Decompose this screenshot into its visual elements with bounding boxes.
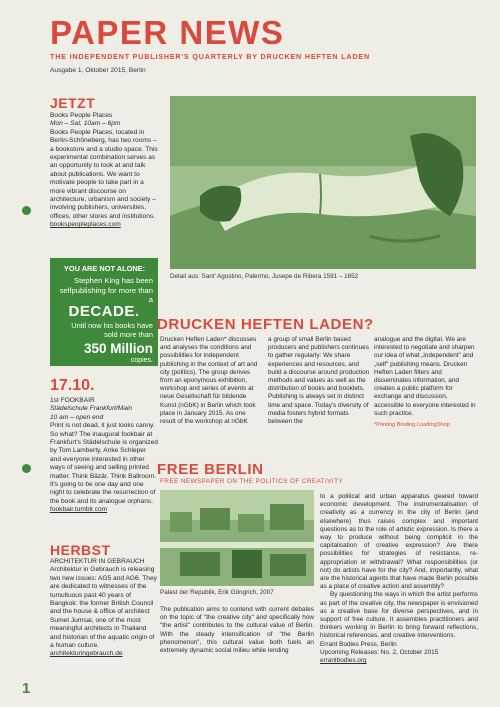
event-date: 17.10. (50, 377, 95, 394)
herbst-body: Architektur in Gebrauch is releasing two new issues: AG5 and AG6. They are dedicated to witnesses of the tumultuous past 40 years of Bangkok: the former British Council and the house & office of architect Sumet Jumsai, one of the most meaningful architects in Thailand and historian of the aquatic origin of a human culture. (50, 566, 157, 650)
event-location: Städelschule Frankfurt/Main (50, 405, 133, 413)
event-section (50, 378, 158, 515)
herbst-section (50, 543, 158, 659)
free-berlin-link[interactable]: errantbodies.org (320, 657, 367, 665)
dhl-column-2: a group of small Berlin based producers and publishers continues to gather regularly: We share experiences and resources, and build a discourse around production methods and values as well as the distribution of books and booklets. Publishing is always set in distinct time and space. Today's diversity of media fosters hybrid formats between the (268, 336, 370, 426)
binder-hole-top (22, 206, 31, 215)
dhl-column-1: Drucken Heften Laden* discusses and analyses the conditions and possibilities for independent publishing in the context of art and city (politics). The group derives from an eponymous exhibition, workshop and series of events at neue Gesellschaft für bildende Kunst (nGbK) in Berlin which took place in January 2015. As one result of the workshop at nGbK (160, 336, 258, 426)
city-photo-caption: Palast der Republik, Erik Göngrich, 2007 (160, 589, 274, 596)
binder-hole-bottom (22, 464, 31, 473)
fact-box-big-2: 350 Million (83, 341, 153, 356)
fact-box-text-2: Until now his books have sold more than (71, 321, 153, 340)
masthead (50, 16, 480, 74)
issue-line: Ausgabe 1, Oktober 2015, Berlin (50, 67, 146, 74)
jetzt-body: Books People Places, located in Berlin-Schöneberg, has two rooms – a bookstore and a studio space. This experimental combination serves as an opportunity to look at and talk about publications. We want to motivate people to take part in a more vibrant discourse on architecture, urbanism and society – involving publishers, universities, offices, other stores and institutions. (50, 128, 158, 220)
jetzt-hours: Mon – Sat, 10am – 6pm (50, 120, 121, 128)
jetzt-link[interactable]: bookspeopleplaces.com (50, 221, 121, 229)
free-berlin-paragraph-2: By questioning the ways in which the artist performs as part of the creative city, the newspaper is envisioned as a creative base for diverse perspectives, and in support of free culture. It assembles practitioners and thinkers working in Berlin to bring forward reflections, historical references, and creative interventions. (320, 591, 478, 640)
fact-box-text-3: copies. (130, 357, 153, 364)
free-berlin-releases: Upcoming Releases: No. 2, October 2015 (320, 648, 439, 656)
dhl-footnote: *Printing Binding LoadingShop (374, 422, 450, 429)
herbst-heading: HERBST (50, 542, 111, 558)
free-berlin-publisher: Errant Bodies Press, Berlin (320, 640, 397, 648)
book-photo-caption: Detail aus: Sant' Agostino, Palermo, Jusepe de Ribera 1591 – 1652 (170, 273, 359, 280)
jetzt-heading: JETZT (50, 95, 96, 111)
fact-box-kicker: YOU ARE NOT ALONE: (63, 264, 146, 273)
free-berlin-subheading: FREE NEWSPAPER ON THE POLITICS OF CREATIVITY (160, 478, 344, 485)
fact-box (50, 258, 158, 366)
event-body: Print is not dead, it just looks canny. So what? The inaugural fookbair at Frankfurt's Städelschule is organized by Tom Lamberty, Anke Schleper and everyone interested in other ways of seeing and selling printed matter. Think Bäzär. Think Ballroom. It's going to be one day and one night to celebrate the resurrection of the book and its analogue orphans. (50, 422, 158, 505)
event-time: 10 am – open end (50, 413, 104, 421)
jetzt-name: Books People Places (50, 112, 113, 119)
book-photo (170, 96, 476, 269)
event-name: 1st FOOKBAIR (50, 397, 95, 404)
herbst-subheading: ARCHITEKTUR IN GEBRAUCH (50, 558, 145, 565)
dhl-heading: DRUCKEN HEFTEN LADEN? (157, 316, 374, 333)
city-photo (160, 490, 314, 586)
free-berlin-right-text (320, 493, 478, 665)
jetzt-section (50, 96, 158, 230)
page-subtitle: THE INDEPENDENT PUBLISHER'S QUARTERLY BY DRUCKEN HEFTEN LADEN (50, 52, 370, 61)
free-berlin-heading: FREE BERLIN (157, 461, 264, 478)
page-number: 1 (22, 680, 31, 697)
free-berlin-paragraph-1: to a political and urban apparatus geared toward economic development. The instrumentalisation of creativity as a currency in the city of Berlin (and elsewhere) thus raises complex and important questions as to the role of artistic expression. Is there a way to produce without being complicit in the capitalisation of creative expression? Are there possibilities for strategies of resistance, re-appropriation or withdrawal? What responsibilities (or not) do artists have for the city? And, importantly, what are the historical agents that have made Berlin possible as a place of creative action and assembly? (320, 493, 478, 591)
dhl-column-3-text: analogue and the digital. We are interested to negotiate and sharpen our idea of what „independent" and „self" publishing means. Drucken Heften Laden filters and disseminates information, and creates a public platform for exchange and discussion, accessible to everyone interested in such practice. (374, 336, 476, 417)
event-link[interactable]: fookbair.tumblr.com (50, 506, 108, 514)
herbst-link[interactable]: architekturingebrauch.de (50, 650, 123, 658)
fact-box-text-1: Stephen King has been selfpublishing for more than a (59, 276, 153, 304)
page-title: PAPER NEWS (50, 14, 285, 51)
fact-box-big-1: DECADE. (68, 303, 140, 320)
free-berlin-left-text: The publication aims to contend with current debates on the topic of "the creative city" and specifically how "the artist" contributes to the cultural value of Berlin. With the steady intensification of "the Berlin phenomenon", this cultural value both fuels an extremely dynamic social milieu while lending (160, 606, 314, 655)
dhl-column-3 (374, 336, 476, 429)
